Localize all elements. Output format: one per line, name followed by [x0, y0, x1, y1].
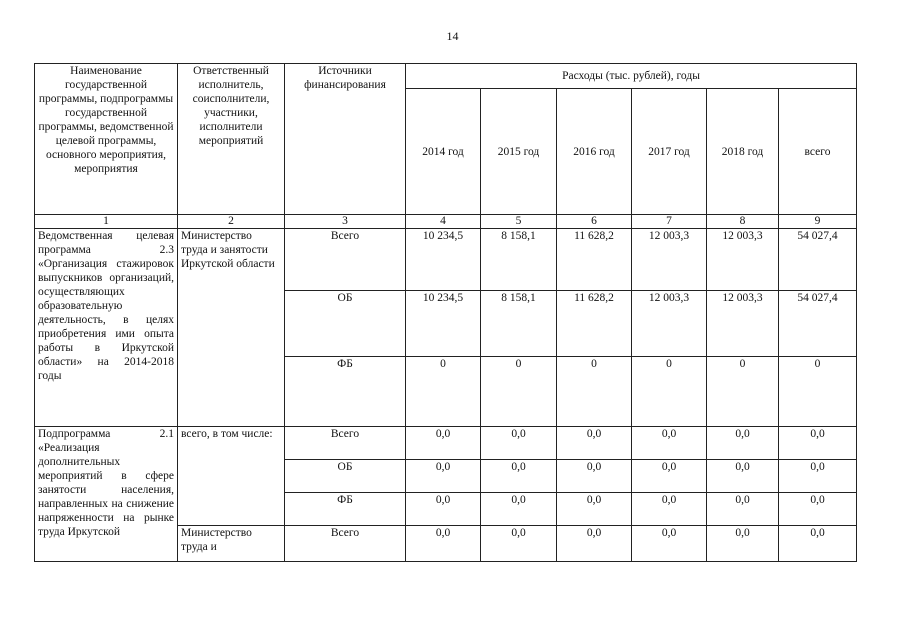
value-cell: 0 [707, 357, 779, 427]
value-cell: 0,0 [632, 460, 707, 493]
header-executor: Ответственный исполнитель, соисполнители, участники, исполнители мероприятий [178, 64, 285, 215]
executor-cell: всего, в том числе: [178, 427, 285, 526]
header-total: всего [779, 89, 857, 215]
value-cell: 0,0 [557, 526, 632, 562]
program-name-2-3: Ведомственная целевая программа 2.3 «Организация стажировок выпускников организаций, осуществляющих образовательную деятельность, в целях приобретения ими опыта работы в Иркутской области» на 2014-2018 годы [35, 229, 178, 427]
value-cell: 0,0 [779, 526, 857, 562]
source-cell: ОБ [285, 460, 406, 493]
value-cell: 0,0 [707, 493, 779, 526]
value-cell: 0,0 [481, 427, 557, 460]
column-number: 2 [178, 215, 285, 229]
header-source: Источники финансирования [285, 64, 406, 215]
value-cell: 0,0 [707, 427, 779, 460]
value-cell: 10 234,5 [406, 291, 481, 357]
value-cell: 0,0 [707, 460, 779, 493]
value-cell: 12 003,3 [632, 291, 707, 357]
value-cell: 11 628,2 [557, 291, 632, 357]
value-cell: 8 158,1 [481, 291, 557, 357]
value-cell: 0,0 [707, 526, 779, 562]
source-cell: Всего [285, 526, 406, 562]
executor-cell: Министерство труда и [178, 526, 285, 562]
column-number: 6 [557, 215, 632, 229]
value-cell: 0,0 [779, 427, 857, 460]
value-cell: 11 628,2 [557, 229, 632, 291]
column-number: 3 [285, 215, 406, 229]
value-cell: 0 [481, 357, 557, 427]
value-cell: 0,0 [779, 493, 857, 526]
table-row [35, 427, 857, 460]
table-row [35, 229, 857, 291]
value-cell: 10 234,5 [406, 229, 481, 291]
value-cell: 0,0 [481, 526, 557, 562]
value-cell: 0,0 [481, 460, 557, 493]
value-cell: 0,0 [406, 493, 481, 526]
header-year-2016: 2016 год [557, 89, 632, 215]
column-number: 8 [707, 215, 779, 229]
value-cell: 12 003,3 [707, 291, 779, 357]
value-cell: 0 [632, 357, 707, 427]
value-cell: 0,0 [632, 493, 707, 526]
value-cell: 0 [779, 357, 857, 427]
value-cell: 12 003,3 [707, 229, 779, 291]
source-cell: Всего [285, 427, 406, 460]
value-cell: 0,0 [557, 493, 632, 526]
source-cell: ОБ [285, 291, 406, 357]
value-cell: 0 [406, 357, 481, 427]
header-year-2014: 2014 год [406, 89, 481, 215]
value-cell: 54 027,4 [779, 229, 857, 291]
value-cell: 0,0 [406, 460, 481, 493]
column-numbers-row [35, 215, 857, 229]
value-cell: 0,0 [406, 427, 481, 460]
value-cell: 0,0 [557, 460, 632, 493]
column-number: 7 [632, 215, 707, 229]
value-cell: 8 158,1 [481, 229, 557, 291]
header-year-2017: 2017 год [632, 89, 707, 215]
column-number: 5 [481, 215, 557, 229]
source-cell: Всего [285, 229, 406, 291]
header-expenses: Расходы (тыс. рублей), годы [406, 64, 857, 89]
header-name: Наименование государственной программы, подпрограммы государственной программы, ведомственной целевой программы, основного мероприятия, мероприятия [35, 64, 178, 215]
value-cell: 0,0 [632, 526, 707, 562]
value-cell: 54 027,4 [779, 291, 857, 357]
header-year-2015: 2015 год [481, 89, 557, 215]
page-number: 14 [446, 29, 459, 43]
value-cell: 0,0 [557, 427, 632, 460]
subprogram-name-2-1: Подпрограмма 2.1 «Реализация дополнительных мероприятий в сфере занятости населения, направленных на снижение напряженности на рынке труда Иркутской [35, 427, 178, 562]
value-cell: 0,0 [406, 526, 481, 562]
header-year-2018: 2018 год [707, 89, 779, 215]
value-cell: 0,0 [481, 493, 557, 526]
column-number: 1 [35, 215, 178, 229]
value-cell: 12 003,3 [632, 229, 707, 291]
column-number: 4 [406, 215, 481, 229]
source-cell: ФБ [285, 493, 406, 526]
column-number: 9 [779, 215, 857, 229]
budget-table [34, 63, 857, 562]
value-cell: 0,0 [632, 427, 707, 460]
value-cell: 0 [557, 357, 632, 427]
executor-cell: Министерство труда и занятости Иркутской области [178, 229, 285, 427]
value-cell: 0,0 [779, 460, 857, 493]
source-cell: ФБ [285, 357, 406, 427]
